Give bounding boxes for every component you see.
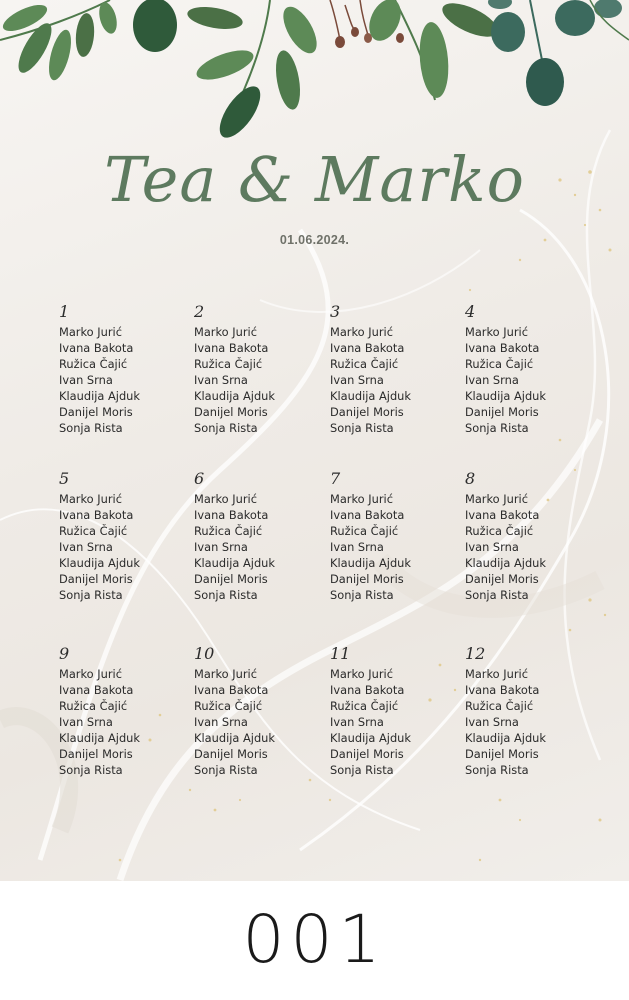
guest-name: Sonja Rista	[59, 763, 123, 777]
guest-name: Ivan Srna	[465, 373, 519, 387]
guest-name: Ružica Čajić	[465, 699, 534, 713]
guest-name: Ružica Čajić	[59, 357, 128, 371]
guest-list	[330, 491, 455, 603]
guest-name: Ivan Srna	[194, 715, 248, 729]
guest-list	[465, 491, 590, 603]
guest-list	[194, 491, 319, 603]
guest-list	[330, 324, 455, 436]
guest-name: Sonja Rista	[330, 588, 394, 602]
guest-name: Danijel Moris	[59, 572, 133, 586]
guest-name: Sonja Rista	[465, 588, 529, 602]
guest-name: Ivana Bakota	[194, 508, 269, 522]
guest-name: Ružica Čajić	[194, 699, 263, 713]
guest-name: Ivan Srna	[465, 540, 519, 554]
guest-list	[465, 324, 590, 436]
guest-name: Ivan Srna	[330, 373, 384, 387]
table-number: 5	[59, 469, 70, 488]
table-block	[59, 300, 184, 436]
guest-name: Sonja Rista	[330, 421, 394, 435]
guest-name: Marko Jurić	[330, 325, 393, 339]
guest-name: Ružica Čajić	[465, 357, 534, 371]
guest-name: Ivan Srna	[194, 540, 248, 554]
guest-name: Ružica Čajić	[194, 357, 263, 371]
table-block	[330, 642, 455, 778]
guest-name: Ivana Bakota	[330, 683, 405, 697]
guest-name: Sonja Rista	[330, 763, 394, 777]
guest-name: Klaudija Ajduk	[194, 389, 275, 403]
guest-name: Sonja Rista	[194, 588, 258, 602]
guest-name: Danijel Moris	[465, 405, 539, 419]
table-number: 11	[330, 644, 351, 663]
guest-name: Ivan Srna	[465, 715, 519, 729]
table-block	[465, 300, 590, 436]
table-block	[59, 467, 184, 603]
guest-list	[194, 324, 319, 436]
table-number: 10	[194, 644, 215, 663]
table-block	[59, 642, 184, 778]
serial-number: 001	[242, 901, 387, 978]
table-number: 12	[465, 644, 486, 663]
guest-name: Sonja Rista	[59, 588, 123, 602]
guest-name: Ružica Čajić	[59, 699, 128, 713]
table-number: 6	[194, 469, 205, 488]
table-block	[194, 642, 319, 778]
table-number: 8	[465, 469, 476, 488]
guest-name: Ivan Srna	[330, 715, 384, 729]
guest-name: Klaudija Ajduk	[59, 556, 140, 570]
table-number: 3	[330, 302, 341, 321]
guest-name: Marko Jurić	[330, 667, 393, 681]
guest-name: Danijel Moris	[465, 747, 539, 761]
guest-name: Marko Jurić	[194, 667, 257, 681]
guest-name: Marko Jurić	[59, 667, 122, 681]
table-number: 9	[59, 644, 70, 663]
guest-name: Ružica Čajić	[465, 524, 534, 538]
table-block	[194, 467, 319, 603]
guest-name: Klaudija Ajduk	[194, 556, 275, 570]
guest-name: Marko Jurić	[59, 325, 122, 339]
guest-name: Klaudija Ajduk	[194, 731, 275, 745]
guest-name: Ivana Bakota	[194, 341, 269, 355]
guest-name: Sonja Rista	[59, 421, 123, 435]
guest-name: Marko Jurić	[465, 492, 528, 506]
guest-name: Marko Jurić	[465, 325, 528, 339]
guest-name: Danijel Moris	[330, 747, 404, 761]
guest-name: Sonja Rista	[465, 421, 529, 435]
guest-name: Klaudija Ajduk	[465, 731, 546, 745]
table-number: 4	[465, 302, 476, 321]
guest-name: Klaudija Ajduk	[59, 389, 140, 403]
guest-name: Klaudija Ajduk	[465, 556, 546, 570]
guest-name: Sonja Rista	[194, 421, 258, 435]
guest-name: Ivana Bakota	[194, 683, 269, 697]
guest-name: Ivan Srna	[59, 540, 113, 554]
guest-name: Danijel Moris	[194, 405, 268, 419]
table-block	[465, 467, 590, 603]
guest-list	[465, 666, 590, 778]
couple-names-title: Tea & Marko	[104, 143, 525, 216]
guest-name: Danijel Moris	[59, 747, 133, 761]
guest-name: Klaudija Ajduk	[330, 389, 411, 403]
table-block	[330, 300, 455, 436]
guest-name: Ružica Čajić	[330, 699, 399, 713]
guest-list	[59, 324, 184, 436]
guest-name: Marko Jurić	[465, 667, 528, 681]
table-number: 1	[59, 302, 70, 321]
guest-name: Ivan Srna	[330, 540, 384, 554]
guest-name: Danijel Moris	[59, 405, 133, 419]
guest-name: Danijel Moris	[194, 572, 268, 586]
guest-name: Ivan Srna	[194, 373, 248, 387]
guest-name: Danijel Moris	[330, 405, 404, 419]
guest-name: Ivana Bakota	[59, 683, 134, 697]
guest-name: Ivana Bakota	[59, 508, 134, 522]
table-block	[465, 642, 590, 778]
guest-name: Marko Jurić	[194, 325, 257, 339]
guest-name: Sonja Rista	[194, 763, 258, 777]
guest-name: Ivana Bakota	[465, 683, 540, 697]
guest-list	[59, 666, 184, 778]
guest-name: Ivan Srna	[59, 715, 113, 729]
table-block	[330, 467, 455, 603]
guest-list	[330, 666, 455, 778]
guest-name: Klaudija Ajduk	[330, 556, 411, 570]
guest-name: Ivana Bakota	[59, 341, 134, 355]
guest-name: Danijel Moris	[194, 747, 268, 761]
guest-name: Ružica Čajić	[59, 524, 128, 538]
guest-name: Ružica Čajić	[330, 524, 399, 538]
table-number: 2	[194, 302, 205, 321]
guest-name: Ružica Čajić	[330, 357, 399, 371]
guest-name: Danijel Moris	[330, 572, 404, 586]
eucalyptus-foliage-icon	[0, 0, 629, 145]
table-block	[194, 300, 319, 436]
guest-name: Ivana Bakota	[465, 341, 540, 355]
guest-name: Danijel Moris	[465, 572, 539, 586]
table-number: 7	[330, 469, 341, 488]
guest-name: Ivana Bakota	[330, 508, 405, 522]
guest-name: Ivana Bakota	[465, 508, 540, 522]
guest-name: Marko Jurić	[330, 492, 393, 506]
guest-name: Klaudija Ajduk	[330, 731, 411, 745]
wedding-date: 01.06.2024.	[279, 233, 350, 247]
guest-name: Sonja Rista	[465, 763, 529, 777]
guest-name: Marko Jurić	[59, 492, 122, 506]
guest-name: Klaudija Ajduk	[465, 389, 546, 403]
guest-name: Klaudija Ajduk	[59, 731, 140, 745]
guest-name: Ružica Čajić	[194, 524, 263, 538]
guest-list	[59, 491, 184, 603]
guest-name: Marko Jurić	[194, 492, 257, 506]
guest-list	[194, 666, 319, 778]
guest-name: Ivan Srna	[59, 373, 113, 387]
guest-name: Ivana Bakota	[330, 341, 405, 355]
